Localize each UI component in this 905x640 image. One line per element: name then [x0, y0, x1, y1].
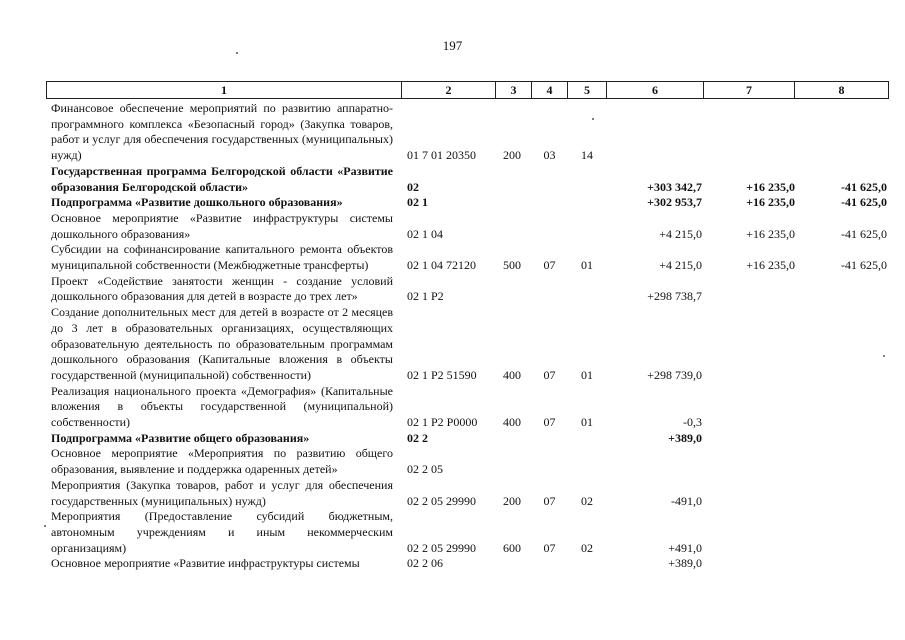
- row-col-8: -41 625,0: [841, 258, 887, 273]
- row-col-6: +389,0: [668, 556, 702, 571]
- table-body: [51, 101, 891, 572]
- row-code: 02 2 05 29990: [407, 540, 476, 555]
- row-code: 01 7 01 20350: [407, 148, 476, 163]
- row-col-5: 14: [581, 148, 593, 163]
- row-name: Мероприятия (Закупка товаров, работ и услуг для обеспечения государственных (муниципальных) нужд): [51, 477, 393, 508]
- row-col-3: 200: [503, 148, 521, 163]
- row-name: Государственная программа Белгородской области «Развитие образования Белгородской области»: [51, 163, 393, 194]
- row-col-8: -41 625,0: [841, 226, 887, 241]
- row-col-8: -41 625,0: [841, 179, 887, 194]
- row-name: Подпрограмма «Развитие общего образования»: [51, 430, 310, 445]
- row-code: 02: [407, 179, 419, 194]
- row-name: Мероприятия (Предоставление субсидий бюджетным, автономным учреждениям и иным некоммерческим организациям): [51, 509, 393, 555]
- table-row: [51, 164, 891, 195]
- row-code: 02 1 04 72120: [407, 258, 476, 273]
- row-col-3: 600: [503, 540, 521, 555]
- row-col-4: 07: [543, 415, 556, 430]
- header-col-3: 3: [496, 82, 532, 98]
- table-row: [51, 305, 891, 384]
- row-col-6: +302 953,7: [647, 195, 702, 210]
- row-col-4: 07: [543, 258, 556, 273]
- row-col-6: +303 342,7: [647, 179, 702, 194]
- row-code: 02 2 05 29990: [407, 493, 476, 508]
- row-col-7: +16 235,0: [746, 179, 795, 194]
- row-name: Создание дополнительных мест для детей в возрасте от 2 месяцев до 3 лет в образовательных организациях, осуществляющих образовательную деятельность по образовательным программам дошкольного образования (Капитальные вложения в объекты государственной (муниципальной) собственности): [51, 305, 393, 382]
- row-code: 02 1: [407, 195, 428, 210]
- row-code: 02 1 Р2 Р0000: [407, 415, 478, 430]
- header-col-6: 6: [607, 82, 704, 98]
- table-row: [51, 274, 891, 305]
- row-col-5: 01: [581, 258, 593, 273]
- table-row: [51, 509, 891, 556]
- row-code: 02 1 Р2: [407, 289, 444, 304]
- header-col-4: 4: [532, 82, 568, 98]
- row-col-6: +298 738,7: [647, 289, 702, 304]
- row-name: Реализация национального проекта «Демография» (Капитальные вложения в объекты государственной (муниципальной) собственности): [51, 383, 393, 430]
- table-row: [51, 478, 891, 509]
- row-code: 02 2 05: [407, 462, 443, 477]
- header-col-5: 5: [568, 82, 607, 98]
- row-col-3: 400: [503, 415, 521, 430]
- header-col-7: 7: [704, 82, 795, 98]
- table-row: [51, 211, 891, 242]
- row-name: Основное мероприятие «Развитие инфраструктуры системы дошкольного образования»: [51, 210, 393, 241]
- row-name: Субсидии на софинансирование капитального ремонта объектов муниципальной собственности (Межбюджетные трансферты): [51, 242, 393, 273]
- row-col-5: 02: [581, 493, 593, 508]
- table-header: [46, 81, 889, 99]
- row-col-4: 07: [543, 540, 556, 555]
- row-name: Основное мероприятие «Мероприятия по развитию общего образования, выявление и поддержка одаренных детей»: [51, 446, 393, 477]
- row-col-8: -41 625,0: [841, 195, 887, 210]
- row-col-3: 400: [503, 367, 521, 382]
- row-col-5: 01: [581, 367, 593, 382]
- row-col-5: 01: [581, 415, 593, 430]
- table-row: [51, 195, 891, 211]
- row-name: Основное мероприятие «Развитие инфраструктуры системы: [51, 556, 360, 571]
- row-name: Финансовое обеспечение мероприятий по развитию аппаратно-программного комплекса «Безопасный город» (Закупка товаров, работ и услуг для обеспечения государственных (муниципальных) нужд): [51, 101, 393, 163]
- row-col-4: 07: [543, 493, 556, 508]
- row-col-7: +16 235,0: [746, 195, 795, 210]
- table-row: [51, 384, 891, 431]
- header-col-8: 8: [838, 82, 845, 97]
- scan-speck: [44, 525, 46, 527]
- header-col-1: 1: [47, 82, 402, 98]
- row-col-4: 03: [543, 148, 556, 163]
- row-name: Проект «Содействие занятости женщин - создание условий дошкольного образования для детей в возрасте до трех лет»: [51, 273, 393, 304]
- table-row: [51, 556, 891, 572]
- row-col-6: +491,0: [668, 540, 702, 555]
- table-row: [51, 101, 891, 164]
- row-code: 02 1 Р2 51590: [407, 367, 477, 382]
- row-code: 02 2 06: [407, 556, 443, 571]
- row-col-3: 500: [503, 258, 521, 273]
- row-col-6: +4 215,0: [659, 258, 702, 273]
- table-row: [51, 431, 891, 447]
- row-col-7: +16 235,0: [746, 226, 795, 241]
- scan-speck: [236, 52, 238, 54]
- row-name: Подпрограмма «Развитие дошкольного образования»: [51, 195, 343, 210]
- row-col-7: +16 235,0: [746, 258, 795, 273]
- row-col-6: +4 215,0: [659, 226, 702, 241]
- row-col-4: 07: [543, 367, 556, 382]
- row-col-6: +298 739,0: [647, 367, 702, 382]
- table-row: [51, 242, 891, 273]
- row-col-6: -491,0: [671, 493, 702, 508]
- row-col-5: 02: [581, 540, 593, 555]
- row-code: 02 1 04: [407, 226, 443, 241]
- scan-speck: [883, 355, 885, 357]
- row-col-3: 200: [503, 493, 521, 508]
- table-row: [51, 446, 891, 477]
- row-col-6: -0,3: [683, 415, 702, 430]
- row-code: 02 2: [407, 430, 428, 445]
- row-col-6: +389,0: [668, 430, 702, 445]
- page-number: 197: [442, 38, 463, 53]
- header-col-2: 2: [402, 82, 496, 98]
- scan-speck: [592, 118, 594, 120]
